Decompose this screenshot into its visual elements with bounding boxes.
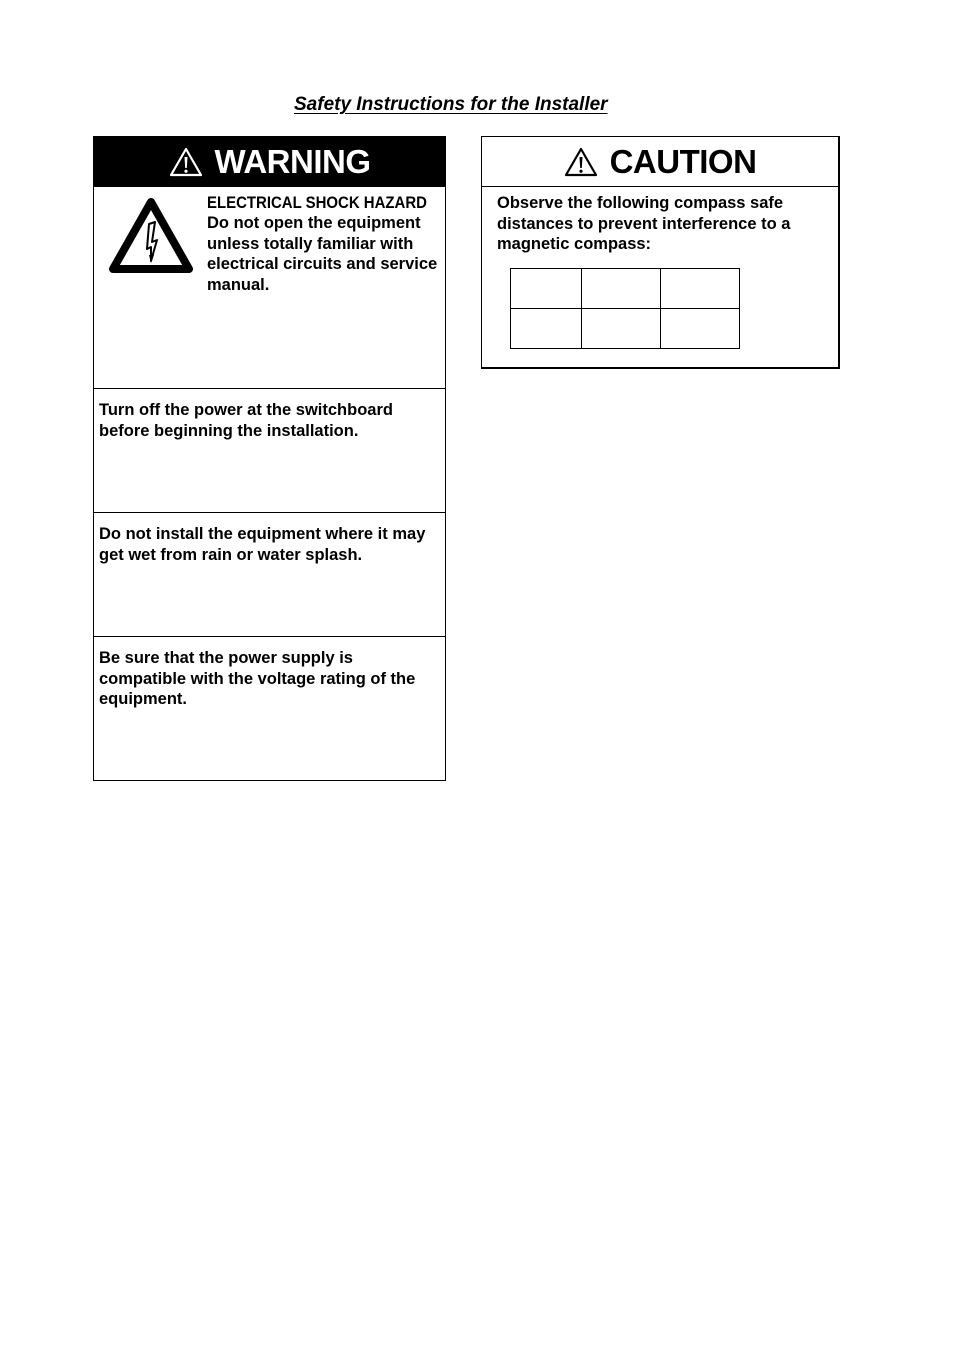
warning-header: [94, 137, 445, 187]
electrical-shock-section: [94, 187, 445, 389]
table-cell: [661, 309, 740, 349]
caution-header: [482, 137, 838, 187]
page-title: Safety Instructions for the Installer: [294, 94, 608, 115]
table-cell: [511, 309, 582, 349]
table-cell: [661, 269, 740, 309]
table-row: [511, 309, 740, 349]
table-cell: [582, 269, 661, 309]
caution-text: Observe the following compass safe distances to prevent interference to a magnetic compass:: [497, 194, 791, 253]
caution-box: [481, 136, 840, 369]
table-cell: [582, 309, 661, 349]
warning-box: [93, 136, 446, 781]
hazard-text: Do not open the equipment unless totally familiar with electrical circuits and service manual.: [207, 214, 438, 294]
compass-safe-distance-table: [510, 268, 740, 349]
electrical-shock-triangle-icon: [108, 197, 194, 280]
table-row: [511, 269, 740, 309]
hazard-title: ELECTRICAL SHOCK HAZARD: [207, 193, 427, 212]
exclamation-triangle-icon: [564, 147, 598, 177]
electrical-shock-text: [207, 193, 439, 295]
warning-item-power-supply: [94, 637, 445, 780]
warning-item-text: Be sure that the power supply is compatible with the voltage rating of the equipment.: [99, 649, 416, 708]
warning-header-label: WARNING: [214, 142, 371, 180]
exclamation-triangle-icon: [169, 147, 203, 177]
warning-item-text: Turn off the power at the switchboard before beginning the installation.: [99, 401, 393, 440]
table-cell: [511, 269, 582, 309]
caution-header-label: CAUTION: [609, 142, 757, 180]
warning-item-water: [94, 513, 445, 637]
warning-item-text: Do not install the equipment where it may get wet from rain or water splash.: [99, 525, 426, 564]
warning-item-power-off: [94, 389, 445, 513]
